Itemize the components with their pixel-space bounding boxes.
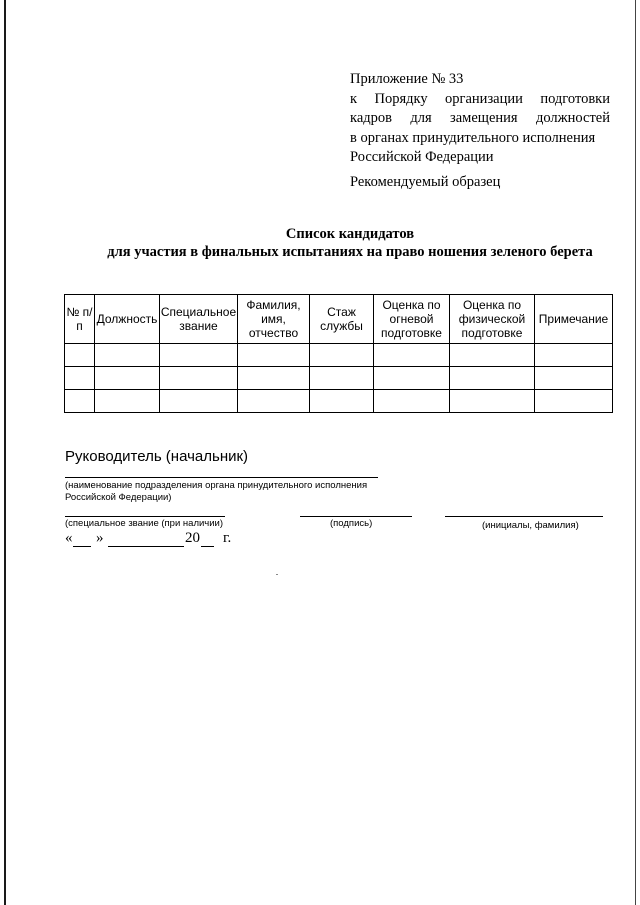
table-cell	[535, 344, 613, 367]
rank-line	[65, 516, 225, 517]
table-cell	[450, 390, 535, 413]
table-cell	[310, 344, 374, 367]
document-title: Список кандидатов	[285, 226, 415, 242]
table-cell	[95, 344, 160, 367]
table-cell	[65, 367, 95, 390]
col-header-rank: Специальное звание	[160, 295, 238, 344]
rank-caption: (специальное звание (при наличии)	[65, 518, 224, 529]
sample-label: Рекомендуемый образец	[350, 174, 501, 190]
col-header-full-name: Фамилия, имя, отчество	[238, 295, 310, 344]
date-month-line	[108, 546, 184, 547]
table-cell	[450, 367, 535, 390]
date-year-line	[201, 546, 214, 547]
table-cell	[65, 390, 95, 413]
date-close-quote: »	[96, 530, 104, 546]
table-cell	[310, 390, 374, 413]
name-caption: (инициалы, фамилия)	[482, 520, 579, 531]
name-line	[445, 516, 603, 517]
table-cell	[374, 344, 450, 367]
table-cell	[535, 390, 613, 413]
unit-caption	[65, 480, 395, 504]
col-header-service-length: Стаж службы	[310, 295, 374, 344]
date-day-line	[73, 546, 91, 547]
appendix-line-4: Российской Федерации	[350, 149, 494, 165]
scan-edge-right	[635, 0, 636, 905]
table-cell	[160, 390, 238, 413]
table-cell	[65, 344, 95, 367]
scan-speck	[276, 574, 278, 575]
document-subtitle: для участия в финальных испытаниях на право ношения зеленого берета	[107, 244, 593, 260]
col-header-note: Примечание	[535, 295, 613, 344]
table-cell	[374, 390, 450, 413]
date-year-suffix: г.	[223, 530, 232, 546]
appendix-block	[350, 70, 610, 168]
candidates-table	[64, 294, 613, 413]
date-year-prefix: 20	[185, 530, 200, 546]
unit-name-line	[65, 477, 378, 478]
appendix-number: Приложение № 33	[350, 71, 464, 87]
table-row	[65, 390, 613, 413]
signature-line	[300, 516, 412, 517]
table-cell	[310, 367, 374, 390]
date-open-quote: «	[65, 530, 73, 546]
unit-caption-line-1: (наименование подразделения органа принудительного исполнения	[65, 480, 368, 491]
table-cell	[238, 344, 310, 367]
col-header-position: Должность	[95, 295, 160, 344]
table-header-row	[65, 295, 613, 344]
appendix-line-2: кадров для замещения должностей	[350, 110, 610, 126]
table-cell	[238, 390, 310, 413]
unit-caption-line-2: Российской Федерации)	[65, 492, 172, 503]
head-title: Руководитель (начальник)	[65, 448, 249, 465]
col-header-fire-training: Оценка по огневой подготовке	[374, 295, 450, 344]
table-cell	[374, 367, 450, 390]
table-row	[65, 344, 613, 367]
table-cell	[450, 344, 535, 367]
col-header-number: № п/п	[65, 295, 95, 344]
appendix-line-1: к Порядку организации подготовки	[350, 90, 610, 107]
table-cell	[95, 390, 160, 413]
table-cell	[160, 367, 238, 390]
scan-edge-left	[4, 0, 6, 905]
table-cell	[535, 367, 613, 390]
appendix-line-3: в органах принудительного исполнения	[350, 129, 596, 146]
table-row	[65, 367, 613, 390]
col-header-physical-training: Оценка по физической подготовке	[450, 295, 535, 344]
table-cell	[160, 344, 238, 367]
table-cell	[238, 367, 310, 390]
signature-caption: (подпись)	[330, 518, 373, 529]
table-cell	[95, 367, 160, 390]
